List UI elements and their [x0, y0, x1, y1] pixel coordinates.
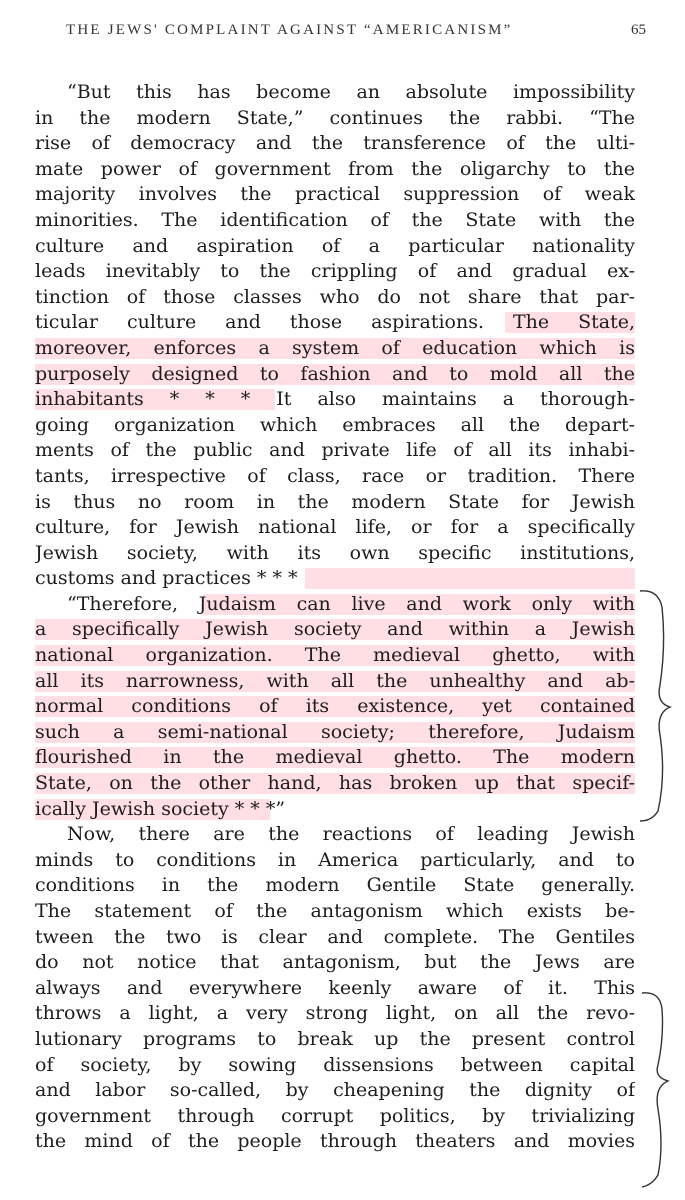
text-line: “But this has become an absolute impossibility [67, 81, 635, 103]
text-line: of society, by sowing dissensions between capital [35, 1053, 635, 1076]
text-line: is thus no room in the modern State for Jewish [35, 490, 635, 513]
text-line: tween the two is clear and complete. The Gentiles [35, 925, 635, 948]
text-line: conditions in the modern Gentile State generally. [35, 874, 635, 897]
text-line: tants, irrespective of class, race or tradition. There [35, 464, 635, 487]
text-line: customs and practices * * * [35, 566, 635, 592]
text-line: lutionary programs to break up the present control [35, 1027, 635, 1050]
text-line: ments of the public and private life of all its inhabi- [35, 439, 635, 462]
text-line: in the modern State,” continues the rabbi. “The [35, 106, 635, 129]
text-line: State, on the other hand, has broken up that specif- [35, 772, 635, 795]
text-line: moreover, enforces a system of education which is [35, 336, 635, 359]
text-line: ticular culture and those aspirations. The State, [35, 311, 635, 334]
text-line: going organization which embraces all the depart- [35, 413, 635, 436]
text-line: all its narrowness, with all the unhealthy and ab- [35, 669, 635, 692]
text-line: do not notice that antagonism, but the Jews are [35, 951, 635, 974]
text-line: always and everywhere keenly aware of it. This [35, 976, 635, 999]
page-number: 65 [631, 22, 646, 38]
text-line: throws a light, a very strong light, on all the revo- [35, 1002, 635, 1025]
text-line: such a semi-national society; therefore, Judaism [35, 720, 635, 743]
text-line: culture, for Jewish national life, or for a specifically [35, 516, 635, 539]
text-line: inhabitants * * * It also maintains a thorough- [35, 388, 635, 411]
text-line: mate power of government from the oligarchy to the [35, 157, 635, 180]
text-line: majority involves the practical suppression of weak [35, 183, 635, 206]
text-line: minorities. The identification of the State with the [35, 208, 635, 231]
text-line: government through corrupt politics, by trivializing [35, 1104, 635, 1127]
text-line: The statement of the antagonism which exists be- [35, 900, 635, 922]
text-line: flourished in the medieval ghetto. The modern [35, 746, 635, 769]
text-line: the mind of the people through theaters and movies [35, 1130, 635, 1153]
highlight [305, 568, 635, 589]
text-line: Jewish society, with its own specific institutions, [35, 541, 635, 564]
text-line: minds to conditions in America particularly, and to [35, 848, 635, 871]
body-text [35, 80, 635, 1155]
text-line: culture and aspiration of a particular nationality [35, 234, 635, 257]
text-line: a specifically Jewish society and within a Jewish [35, 618, 635, 641]
header-title: THE JEWS' COMPLAINT AGAINST “AMERICANISM” [66, 22, 513, 38]
text-line: ically Jewish society * * *” [35, 797, 286, 820]
text-line: normal conditions of its existence, yet contained [35, 695, 635, 718]
text-line: rise of democracy and the transference of the ulti- [35, 132, 635, 155]
text-line: and labor so-called, by cheapening the dignity of [35, 1079, 635, 1102]
running-header [66, 22, 646, 39]
margin-bracket-icon [636, 985, 676, 1195]
margin-bracket-icon [636, 585, 676, 825]
text-line: tinction of those classes who do not share that par- [35, 285, 635, 308]
text-line: Now, there are the reactions of leading Jewish [67, 823, 635, 846]
text-line: leads inevitably to the crippling of and gradual ex- [35, 260, 635, 283]
text-line: “Therefore, Judaism can live and work only with [67, 592, 635, 615]
text-line: purposely designed to fashion and to mold all the [35, 362, 635, 385]
text-line: national organization. The medieval ghetto, with [35, 644, 635, 667]
